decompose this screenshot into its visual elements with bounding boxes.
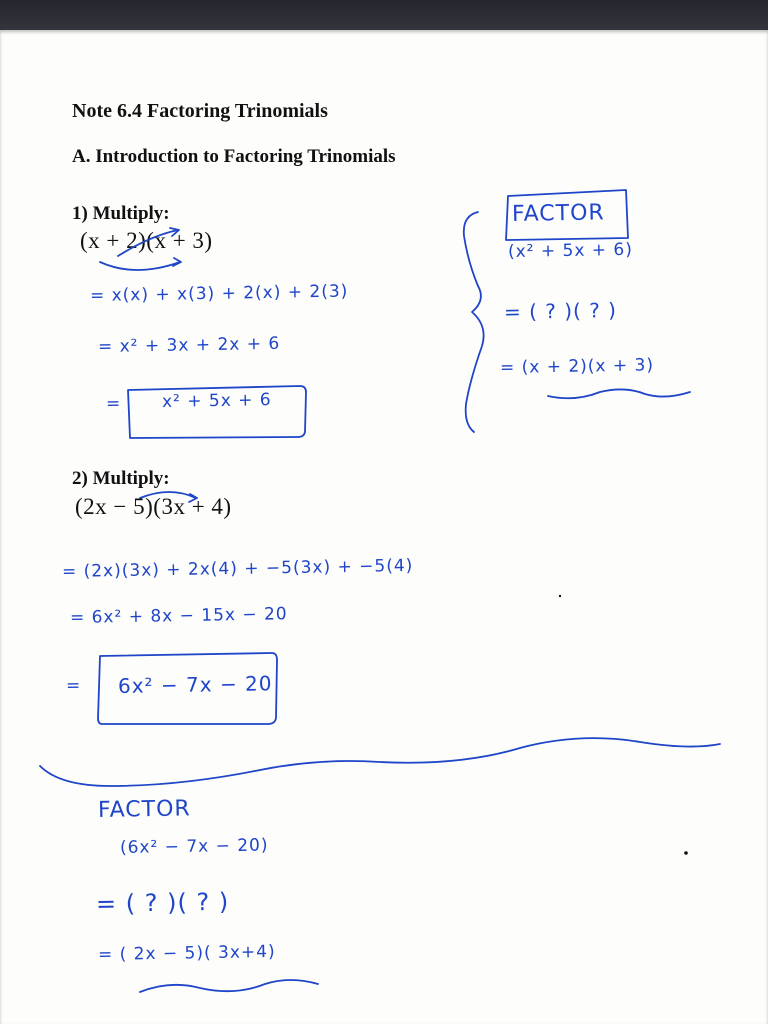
problem2-answer: 6x² − 7x − 20 bbox=[117, 671, 273, 698]
factor2-expression: (6x² − 7x − 20) bbox=[119, 835, 269, 858]
problem1-expression: (x + 2)(x + 3) bbox=[80, 228, 213, 253]
factor2-answer: = ( 2x − 5)( 3x+4) bbox=[97, 941, 276, 965]
problem1-answer-equals: = bbox=[105, 393, 122, 414]
problem2-label: 2) Multiply: bbox=[72, 468, 170, 489]
section-heading: A. Introduction to Factoring Trinomials bbox=[72, 146, 396, 167]
factor1-step: = ( ? )( ? ) bbox=[503, 298, 618, 324]
problem2-step-1: = (2x)(3x) + 2x(4) + −5(3x) + −5(4) bbox=[61, 555, 414, 582]
problem1-step-1: = x(x) + x(3) + 2(x) + 2(3) bbox=[89, 281, 349, 306]
factor2-step: = ( ? )( ? ) bbox=[95, 887, 230, 918]
problem1-label: 1) Multiply: bbox=[72, 203, 170, 224]
factor1-answer: = (x + 2)(x + 3) bbox=[499, 355, 655, 378]
factor2-heading: FACTOR bbox=[97, 796, 191, 823]
factor1-heading: FACTOR bbox=[511, 200, 605, 227]
problem2-step-2: = 6x² + 8x − 15x − 20 bbox=[69, 604, 288, 628]
factor1-expression: (x² + 5x + 6) bbox=[507, 239, 634, 262]
worksheet-page bbox=[0, 30, 768, 1024]
problem1-step-2: = x² + 3x + 2x + 6 bbox=[97, 333, 281, 357]
problem1-answer: x² + 5x + 6 bbox=[161, 390, 272, 412]
problem2-answer-equals: = bbox=[65, 675, 82, 696]
problem2-expression: (2x − 5)(3x + 4) bbox=[75, 494, 232, 519]
page-title: Note 6.4 Factoring Trinomials bbox=[72, 100, 328, 122]
